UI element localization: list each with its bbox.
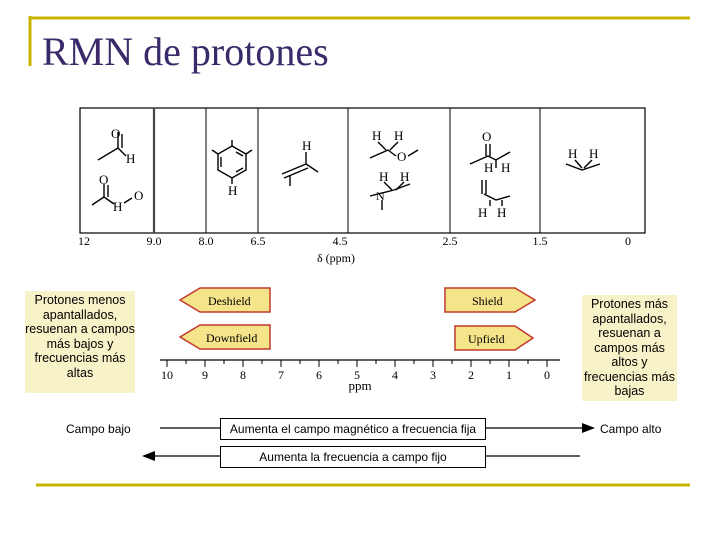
frequency-arrow-head <box>142 451 155 461</box>
shift-scale-label: 8.0 <box>198 234 214 248</box>
shift-scale-label: 2.5 <box>442 234 458 248</box>
structure-atom: H <box>372 128 382 143</box>
ppm-tick-label: 8 <box>240 368 246 382</box>
shift-scale-label: 12 <box>78 234 90 248</box>
low-field-label: Campo bajo <box>66 422 131 436</box>
ppm-tick-label: 5 <box>354 368 360 382</box>
structure-atom: H <box>589 146 599 161</box>
deshielded-note: Protones menos apantallados, resuenan a campos más bajos y frecuencias más altas <box>25 291 135 393</box>
structure-atom: H <box>497 205 507 220</box>
structure-atom: H <box>501 160 511 175</box>
structure-atom: O <box>134 188 144 203</box>
ppm-unit-label: ppm <box>348 378 372 393</box>
structure-atom: H <box>302 138 312 153</box>
shield-label: Shield <box>472 294 503 308</box>
downfield-label: Downfield <box>206 331 258 345</box>
ppm-tick-label: 9 <box>202 368 208 382</box>
shift-scale-label: 9.0 <box>146 234 162 248</box>
frequency-increase-label: Aumenta la frecuencia a campo fijo <box>220 446 486 468</box>
structure-atom: H <box>113 199 123 214</box>
shift-axis-label: δ (ppm) <box>317 251 355 265</box>
field-increase-label: Aumenta el campo magnético a frecuencia fija <box>220 418 486 440</box>
structure-atom: O <box>482 129 492 144</box>
structure-atom: H <box>394 128 404 143</box>
structure-atom: O <box>111 126 121 141</box>
ppm-tick-label: 7 <box>278 368 284 382</box>
shift-scale-label: 4.5 <box>332 234 348 248</box>
structure-atom: H <box>568 146 578 161</box>
structure-atom: H <box>400 169 410 184</box>
field-arrow-head <box>582 423 595 433</box>
slide-title: RMN de protones <box>42 29 329 74</box>
ppm-tick-label: 6 <box>316 368 322 382</box>
deshield-label: Deshield <box>208 294 251 308</box>
ppm-tick-label: 1 <box>506 368 512 382</box>
structure-atom: H <box>126 151 136 166</box>
structure-atom: H <box>379 169 389 184</box>
ppm-tick-label: 10 <box>161 368 173 382</box>
ppm-tick-label: 4 <box>392 368 398 382</box>
structure-atom: H <box>484 160 494 175</box>
shielded-note: Protones más apantallados, resuenan a campos más altos y frecuencias más bajas <box>582 295 677 401</box>
shift-scale-label: 1.5 <box>532 234 548 248</box>
ppm-tick-label: 3 <box>430 368 436 382</box>
shift-scale-label: 6.5 <box>250 234 266 248</box>
high-field-label: Campo alto <box>600 422 662 436</box>
structure-atom: O <box>99 172 109 187</box>
upfield-label: Upfield <box>468 332 505 346</box>
structure-atom: N <box>376 189 385 203</box>
shift-scale-label: 0 <box>625 234 631 248</box>
structure-atom: H <box>478 205 488 220</box>
structure-atom: O <box>397 149 407 164</box>
ppm-tick-label: 2 <box>468 368 474 382</box>
structure-atom: H <box>228 183 238 198</box>
ppm-tick-label: 0 <box>544 368 550 382</box>
